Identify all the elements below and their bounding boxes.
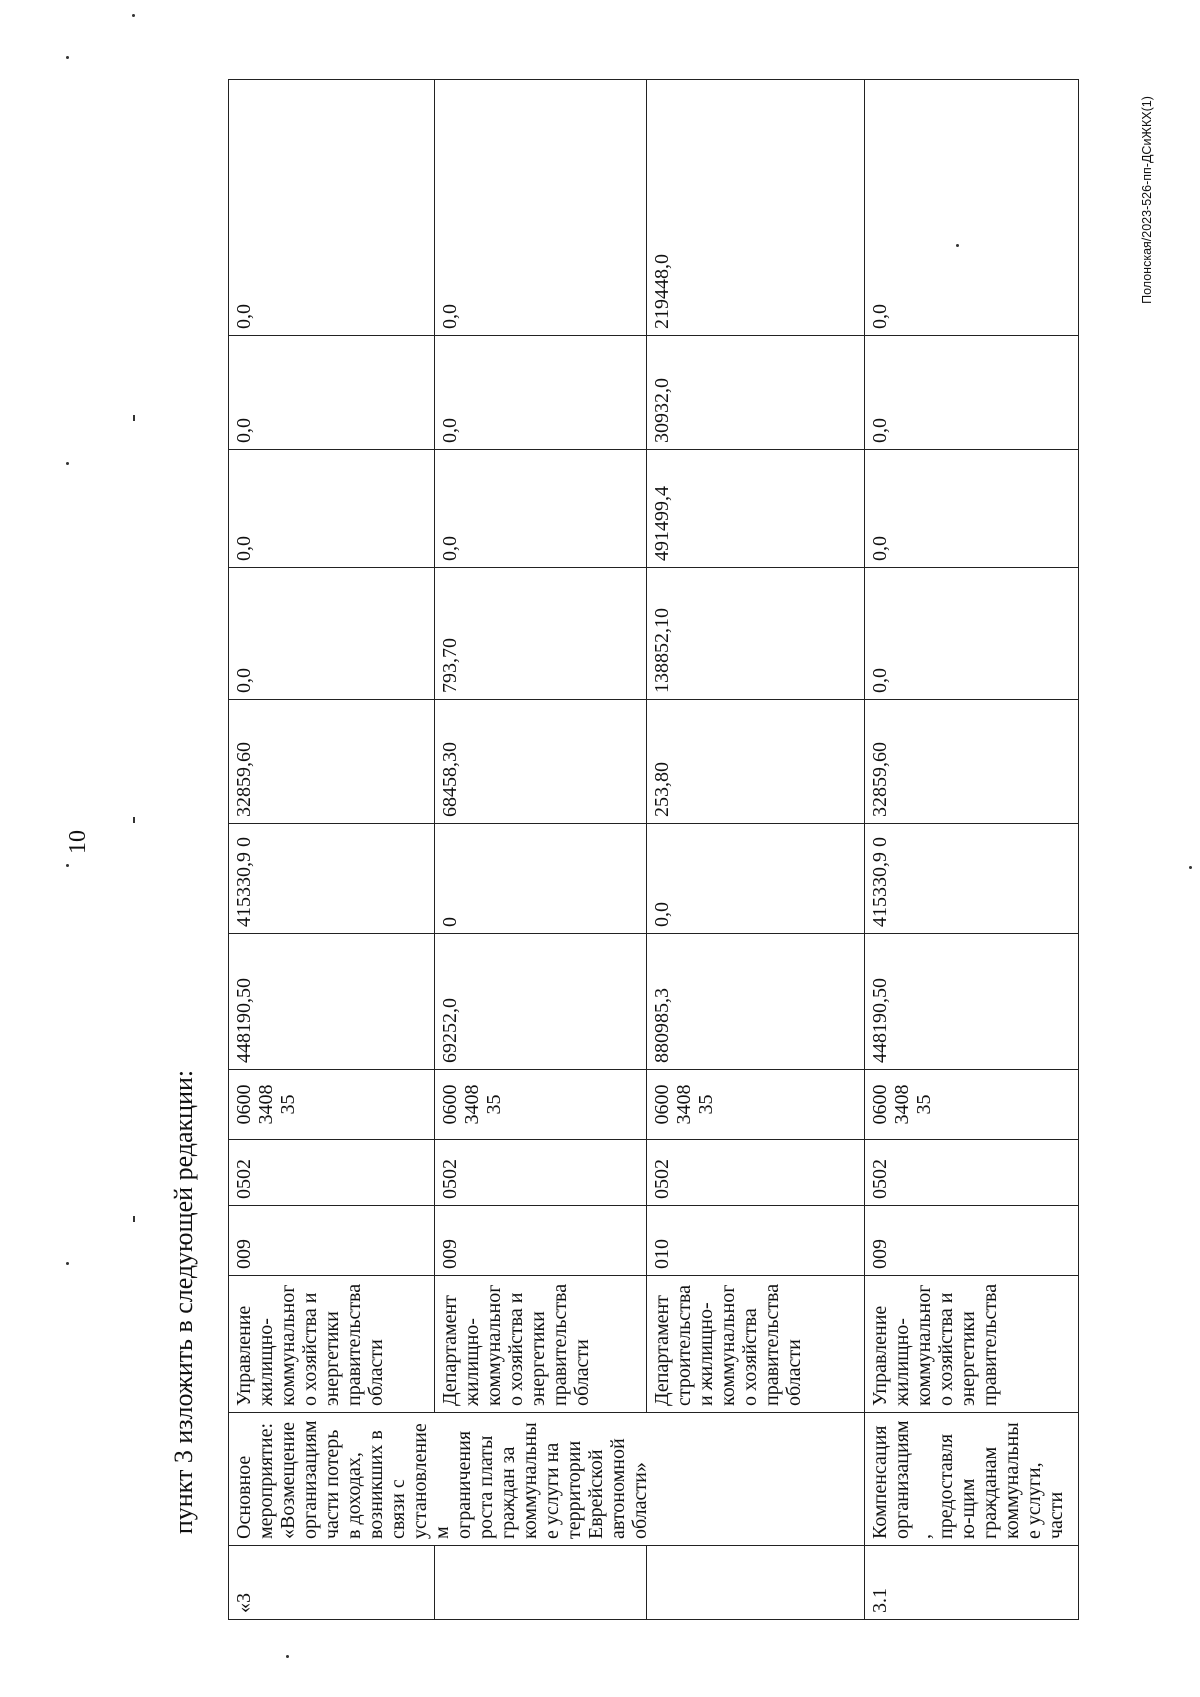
cell-total: 448190,50 — [865, 934, 1079, 1070]
cell-value: 0,0 — [229, 450, 435, 568]
cell-csr: 0600 3408 35 — [229, 1070, 435, 1140]
scan-speck — [133, 817, 135, 823]
cell-grbs: 009 — [229, 1206, 435, 1276]
cell-executor: Департамент строительства и жилищно-коммунального хозяйства правительства области — [647, 1276, 865, 1413]
page-number: 10 — [65, 830, 91, 854]
cell-grbs: 009 — [865, 1206, 1079, 1276]
scan-speck — [1189, 866, 1192, 869]
cell-activity-name: Компенсация организациям, предоставляю-щим гражданам коммунальные услуги, части — [865, 1413, 1079, 1546]
cell-value: 138852,10 — [647, 568, 865, 700]
table-row — [865, 80, 1079, 1620]
cell-value: 0 — [435, 824, 647, 934]
cell-csr: 0600 3408 35 — [435, 1070, 647, 1140]
cell-rzpr: 0502 — [435, 1140, 647, 1206]
cell-value: 415330,9 0 — [865, 824, 1079, 934]
cell-csr: 0600 3408 35 — [647, 1070, 865, 1140]
cell-value: 0,0 — [435, 336, 647, 450]
scan-speck — [66, 864, 69, 867]
table-row — [647, 80, 865, 1620]
cell-value: 0,0 — [229, 80, 435, 336]
cell-total: 880985,3 — [647, 934, 865, 1070]
cell-grbs: 009 — [435, 1206, 647, 1276]
cell-rzpr: 0502 — [229, 1140, 435, 1206]
cell-value: 0,0 — [229, 568, 435, 700]
cell-number — [435, 1546, 647, 1620]
allocation-table — [228, 79, 1079, 1620]
cell-total: 69252,0 — [435, 934, 647, 1070]
scan-speck — [286, 1655, 289, 1658]
scan-speck — [66, 56, 69, 59]
scan-speck — [132, 14, 135, 17]
cell-executor: Департамент жилищно-коммунального хозяйства и энергетики правительства области — [435, 1276, 647, 1413]
cell-value: 0,0 — [865, 80, 1079, 336]
document-code: Полонская/2023-526-пп-ДСиЖКХ(1) — [1140, 96, 1154, 304]
cell-value: 32859,60 — [229, 700, 435, 824]
cell-value: 0,0 — [865, 450, 1079, 568]
allocation-table-area — [228, 80, 1078, 1620]
cell-value: 0,0 — [435, 450, 647, 568]
cell-executor: Управление жилищно-коммунального хозяйства и энергетики правительства — [865, 1276, 1079, 1413]
scan-speck — [66, 462, 69, 465]
cell-number: «3 — [229, 1546, 435, 1620]
cell-rzpr: 0502 — [647, 1140, 865, 1206]
cell-total: 448190,50 — [229, 934, 435, 1070]
cell-value: 32859,60 — [865, 700, 1079, 824]
cell-value: 30932,0 — [647, 336, 865, 450]
cell-value: 0,0 — [865, 336, 1079, 450]
cell-value: 491499,4 — [647, 450, 865, 568]
cell-value: 0,0 — [229, 336, 435, 450]
cell-activity-name: Основное мероприятие: «Возмещение организациям части потерь в доходах, возникших в связи с установлением ограничения роста платы граждан за коммунальные услуги на территории Еврейской автономной области» — [229, 1413, 865, 1546]
cell-value: 415330,9 0 — [229, 824, 435, 934]
cell-value: 253,80 — [647, 700, 865, 824]
scan-speck — [133, 1216, 135, 1222]
cell-value: 0,0 — [647, 824, 865, 934]
cell-value: 0,0 — [435, 80, 647, 336]
scan-speck — [133, 415, 135, 421]
scan-speck — [66, 1262, 69, 1265]
cell-number — [647, 1546, 865, 1620]
cell-number: 3.1 — [865, 1546, 1079, 1620]
cell-value: 219448,0 — [647, 80, 865, 336]
cell-csr: 0600 3408 35 — [865, 1070, 1079, 1140]
cell-executor: Управление жилищно-коммунального хозяйства и энергетики правительства области — [229, 1276, 435, 1413]
cell-value: 793,70 — [435, 568, 647, 700]
cell-value: 68458,30 — [435, 700, 647, 824]
table-row — [229, 80, 435, 1620]
intro-text: пункт 3 изложить в следующей редакции: — [169, 1069, 198, 1535]
cell-rzpr: 0502 — [865, 1140, 1079, 1206]
cell-grbs: 010 — [647, 1206, 865, 1276]
table-row — [435, 80, 647, 1620]
cell-value: 0,0 — [865, 568, 1079, 700]
